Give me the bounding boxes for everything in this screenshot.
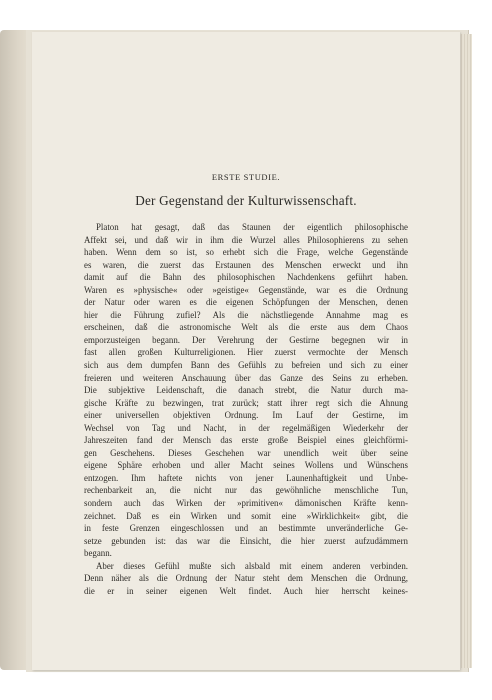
text-line: hier die Führung zufiel? Als die nächstliegende Annahme mag es bbox=[84, 309, 408, 320]
text-line: rechenbarkeit an, die nicht nur das gewöhnliche menschliche Tun, bbox=[84, 485, 408, 496]
text-line: gen Geschehens. Dieses Geschehen war unendlich weit über seine bbox=[84, 447, 408, 458]
chapter-title: Der Gegenstand der Kulturwissenschaft. bbox=[135, 193, 357, 208]
text-line: Wechsel von Tag und Nacht, in der regelmäßigen Wiederkehr der bbox=[84, 422, 408, 433]
text-line: einer universellen objektiven Ordnung. Im Lauf der Gestirne, im bbox=[84, 410, 408, 421]
text-line: Aber dieses Gefühl mußte sich alsbald mit einem anderen verbinden. bbox=[96, 560, 408, 571]
book-page bbox=[32, 32, 460, 670]
text-line: Platon hat gesagt, daß das Staunen der eigentlich philosophische bbox=[96, 222, 408, 232]
text-line: Affekt sei, und daß wir in ihm die Wurzel alles Philosophierens zu sehen bbox=[84, 234, 408, 245]
section-label: ERSTE STUDIE. bbox=[211, 172, 281, 182]
text-line: entzogen. Ihm haftete nichts von jener Launenhaftigkeit und Unbe- bbox=[84, 472, 408, 483]
text-line: fast allen großen Kulturreligionen. Hier zuerst vermochte der Mensch bbox=[84, 347, 408, 358]
text-line: sich aus dem dumpfen Bann des Gefühls zu befreien und sich zu einer bbox=[84, 360, 408, 371]
text-line: Jahreszeiten fand der Mensch das erste große Beispiel eines gleichförmi- bbox=[84, 435, 408, 446]
body-text bbox=[84, 221, 408, 597]
text-line: erscheinen, daß die astronomische Welt als die erste aus dem Chaos bbox=[84, 322, 408, 333]
text-line: Denn näher als die Ordnung der Natur steht dem Menschen die Ordnung, bbox=[84, 573, 408, 584]
text-line: die er in seiner eigenen Welt findet. Auch hier herrscht keines- bbox=[84, 585, 408, 596]
text-line: begann. bbox=[84, 548, 112, 559]
text-line: in feste Grenzen eingeschlossen und an bestimmte unveränderliche Ge- bbox=[84, 523, 408, 534]
text-line: gische Kräfte zu bezwingen, trat zurück; statt ihrer regt sich die Ahnung bbox=[84, 397, 408, 408]
text-line: sondern auch das Wirken der »primitiven« dämonischen Kräfte kenn- bbox=[84, 498, 408, 509]
text-line: emporzusteigen begann. Der Verehrung der Gestirne begegnen wir in bbox=[84, 334, 408, 345]
text-line: freieren und weiteren Anschauung über das Ganze des Seins zu erheben. bbox=[84, 372, 408, 383]
text-line: es waren, die zuerst das Erstaunen des Menschen erweckt und ihn bbox=[84, 259, 408, 270]
text-line: Die subjektive Leidenschaft, die danach strebt, die Natur durch ma- bbox=[84, 385, 408, 396]
text-line: Waren es »physische« oder »geistige« Gegenstände, war es die Ordnung bbox=[84, 284, 408, 295]
text-line: haben. Wenn dem so ist, so erhebt sich die Frage, welche Gegenstände bbox=[84, 247, 408, 258]
text-line: zeichnet. Daß es ein Wirken und somit eine »Wirklichkeit« gibt, die bbox=[84, 510, 408, 521]
text-line: damit auf die Bahn des philosophischen Nachdenkens geführt haben. bbox=[84, 272, 408, 283]
text-line: eigene Sphäre erhoben und aller Macht seines Wollens und Wünschens bbox=[84, 460, 408, 471]
text-line: der Natur oder waren es die eigenen Schöpfungen der Menschen, denen bbox=[84, 297, 408, 308]
text-line: setze gebunden ist: das war die Einsicht, die hier zuerst aufzudämmern bbox=[84, 535, 408, 546]
